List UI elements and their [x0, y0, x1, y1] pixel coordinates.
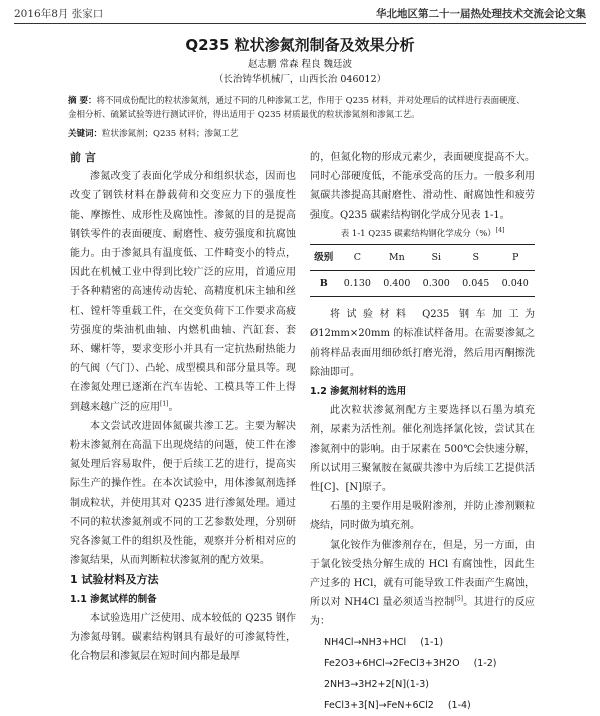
keywords-label: 关键词： [68, 129, 103, 139]
section-1-1-heading: 1.1 渗氮试样的制备 [70, 593, 157, 605]
table-caption-text: 表 1-1 Q235 碳素结构钢化学成分（%） [340, 228, 496, 239]
table-header-cell: C [353, 251, 361, 263]
section-1-2-p3-text: 氯化铵作为催渗剂存在，但是，另一方面，由于氯化铵受热分解生成的 HCl 有腐蚀性，因此生产过多的 HCl，就有可能导致工件表面产生腐蚀，所以对 NH4Cl 量必须适当控制 [310, 539, 535, 609]
table-1-1-caption [310, 226, 535, 242]
keywords-text: 粒状渗氮剂；Q235 材料；渗氮工艺 [102, 129, 239, 139]
abstract-text: 将不同成份配比的粒状渗氮剂，通过不同的几种渗氮工艺，作用于 Q235 材料，并对处理后的试样进行表面硬度、金相分析、硫紧试验等进行测试评价，得出适用于 Q235 材质最优的粒状渗氮剂和渗氮工艺。 [68, 96, 525, 120]
keywords [68, 127, 532, 141]
table-row [310, 271, 535, 297]
preface-paragraph-1 [70, 167, 296, 417]
section-1-1-continued: 的，但氮化物的形成元素少，表面硬度提高不大。同时心部硬度低，不能承受高的压力。一般多利用氮碳共渗提高其耐磨性、滑动性、耐腐蚀性和疲劳强度。Q235 碳素结构钢化学成分见表 1-1。 [310, 152, 535, 221]
preface-p1-text: 渗氮改变了表面化学成分和组织状态，因而也改变了钢铁材料在静载荷和交变应力下的强度性能、摩擦性、成形性及腐蚀性。渗氮的目的是提高钢铁零件的表面硬度、耐磨性、疲劳强度和抗腐蚀能力。由于渗氮具有温度低、工件畸变小的特点，因此在机械工业中得到比较广泛的应用，首通应用于各种精密的高速传动齿轮、高精度机床主轴和丝杠、镗杆等重载工件，在交变负荷下工作要求高疲劳强度的柴油机曲轴、内燃机曲轴、汽缸套、套环、螺杆等，要求变形小并具有一定抗热耐热能力的气阀（气门）、凸轮、成型模具和部分量具等。现在渗氮处理已逐渐在汽车齿轮、工模具等工件上得到越来越广泛的应用 [70, 171, 296, 413]
section-1-2-heading: 1.2 渗氮剂材料的选用 [310, 386, 407, 398]
section-1-2-paragraph-1: 此次粒状渗氮剂配方主要选择以石墨为填充剂，尿素为活性剂。催化剂选择氯化铵，尝试其在渗氮剂中的影响。由于尿素在 500℃会快速分解，所以试用三聚氰胺在氮碳共渗中为后续工艺提供活性[C]、[N]原子。 [310, 405, 535, 494]
composition-table [310, 244, 535, 297]
table-header-row [310, 244, 535, 270]
section-1-2-paragraph-3 [310, 536, 535, 632]
citation-5: [5] [454, 595, 463, 603]
table-cell: B [319, 278, 328, 290]
equation-expr: NH4Cl→NH3+HCl [324, 636, 407, 648]
citation-4: [4] [495, 226, 505, 234]
header-date-location: 2016年8月 张家口 [14, 8, 104, 20]
table-cell: 0.130 [343, 278, 371, 290]
preface-p1-end: 。 [168, 401, 179, 413]
equation-number: (1-2) [473, 657, 497, 669]
table-cell: 0.040 [501, 278, 529, 290]
author-affiliation: （长治铸华机械厂，山西长治 046012） [213, 74, 387, 85]
section-1-heading: 1 试验材料及方法 [70, 573, 159, 587]
equation-number: (1-4) [447, 699, 471, 711]
preface-paragraph-2: 本文尝试改进固体氮碳共渗工艺。主要为解决粉末渗氮剂在高温下出现烧结的问题，使工件在渗氮处理后容易取件，便于后续工艺的进行，提高实际生产的操作性。在本次试验中，用体渗氮剂选择制成粒状，并使用其对 Q235 进行渗氮处理。通过不同的粒状渗氮剂或不同的工艺参数处理，分别研究各渗氮工件的组织及性能，观察并分析相对应的渗氮结果，从而判断粒状渗氮剂的配方效果。 [70, 420, 296, 567]
table-cell: 0.045 [462, 278, 490, 290]
table-header-cell: 级别 [314, 251, 334, 263]
section-1-1-paragraph: 本试验选用广泛使用、成本较低的 Q235 钢作为渗氮母钢。碳素结构钢具有最好的可渗氮特性，化合物层和渗氮层在短时间内都是最厚 [70, 612, 296, 663]
table-header-cell: Mn [388, 251, 405, 263]
author-list: 赵志鹏 常森 程良 魏廷波 [247, 59, 353, 70]
table-cell: 0.300 [422, 278, 450, 290]
section-1-2-p3-end: 。其进行的反应为： [310, 597, 535, 628]
equation-1-1 [310, 632, 535, 653]
equation-expr: Fe2O3+6HCl→2FeCl3+3H2O [324, 657, 460, 669]
left-column [70, 148, 296, 666]
citation-1: [1] [160, 400, 169, 408]
equation-number: (1-1) [420, 636, 444, 648]
section-1-2-paragraph-2: 石墨的主要作用是吸附渗剂，并防止渗剂颗粒烧结，同时做为填充剂。 [310, 501, 535, 532]
table-header-cell: P [512, 251, 519, 263]
equation-expr: FeCl3+3[N]→FeN+6Cl2 [324, 699, 434, 711]
header-proceedings-title: 华北地区第二十一届热处理技术交流会论文集 [376, 8, 586, 20]
equation-1-4 [310, 695, 535, 716]
equation-1-2 [310, 653, 535, 674]
preface-heading: 前 言 [70, 151, 96, 164]
right-column [310, 148, 535, 716]
table-header-cell: Si [431, 251, 442, 263]
table-cell: 0.400 [383, 278, 411, 290]
header-rule [14, 23, 586, 24]
specimen-preparation-paragraph: 将试验材料 Q235 钢车加工为 Ø12mm×20mm 的标准试样备用。在需要渗氮之前将样品表面用细砂纸打磨光滑，然后用丙酮擦洗除油即可。 [310, 309, 535, 378]
equation-1-3 [310, 674, 535, 695]
abstract [68, 94, 532, 122]
equation-expr: 2NH3→3H2+2[N](1-3) [324, 678, 429, 690]
abstract-label: 摘 要： [68, 96, 97, 106]
paper-title: Q235 粒状渗氮剂制备及效果分析 [185, 36, 415, 54]
running-header [14, 6, 586, 22]
table-header-cell: S [472, 251, 479, 263]
